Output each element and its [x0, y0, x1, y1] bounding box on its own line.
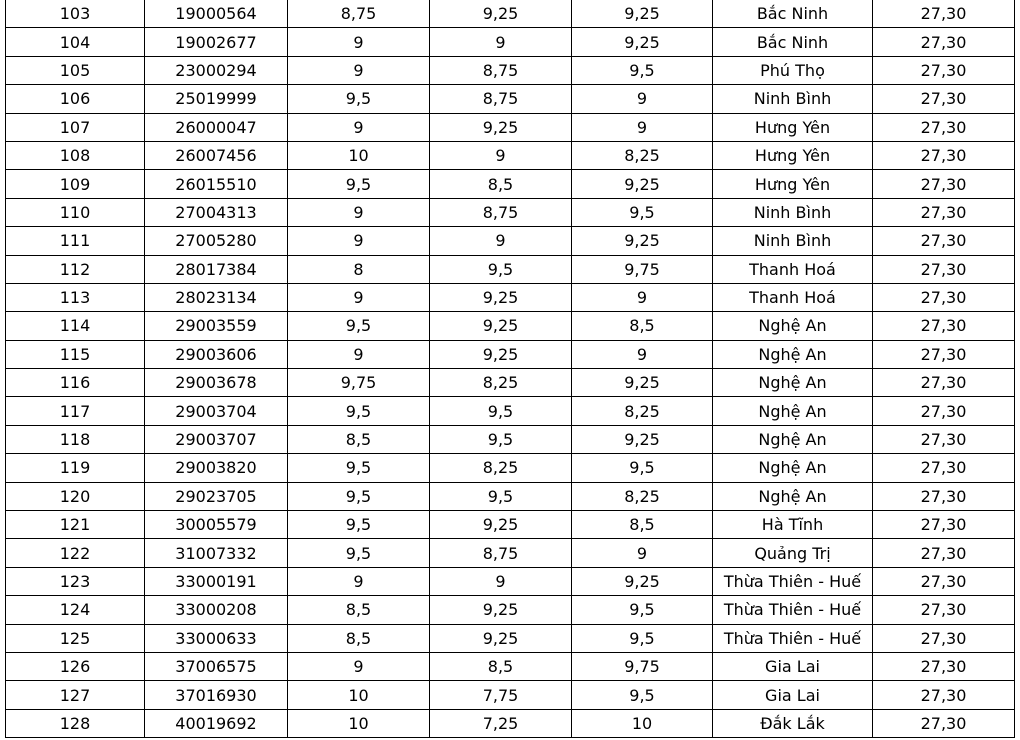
subject-3-score-cell: 9,25	[572, 369, 713, 397]
table-row	[6, 567, 1015, 595]
candidate-id-cell: 29023705	[145, 482, 288, 510]
rank-cell: 127	[6, 681, 145, 709]
subject-1-score-cell: 9	[288, 28, 430, 56]
subject-3-score-cell: 9	[572, 283, 713, 311]
candidate-id-cell: 26000047	[145, 113, 288, 141]
table-row	[6, 454, 1015, 482]
subject-1-score-cell: 8,5	[288, 425, 430, 453]
subject-3-score-cell: 9,25	[572, 170, 713, 198]
subject-3-score-cell: 9,75	[572, 255, 713, 283]
table-row	[6, 227, 1015, 255]
total-score-cell: 27,30	[873, 198, 1015, 226]
table-row	[6, 652, 1015, 680]
total-score-cell: 27,30	[873, 141, 1015, 169]
province-cell: Gia Lai	[713, 681, 873, 709]
candidate-id-cell: 26015510	[145, 170, 288, 198]
table-row	[6, 681, 1015, 709]
province-cell: Nghệ An	[713, 369, 873, 397]
province-cell: Bắc Ninh	[713, 0, 873, 28]
subject-2-score-cell: 7,75	[430, 681, 572, 709]
total-score-cell: 27,30	[873, 596, 1015, 624]
total-score-cell: 27,30	[873, 113, 1015, 141]
rank-cell: 111	[6, 227, 145, 255]
table-row	[6, 482, 1015, 510]
subject-2-score-cell: 8,75	[430, 539, 572, 567]
province-cell: Ninh Bình	[713, 227, 873, 255]
rank-cell: 107	[6, 113, 145, 141]
subject-1-score-cell: 9	[288, 652, 430, 680]
total-score-cell: 27,30	[873, 28, 1015, 56]
province-cell: Nghệ An	[713, 340, 873, 368]
table-row	[6, 85, 1015, 113]
total-score-cell: 27,30	[873, 454, 1015, 482]
province-cell: Thừa Thiên - Huế	[713, 624, 873, 652]
candidate-id-cell: 23000294	[145, 56, 288, 84]
province-cell: Thanh Hoá	[713, 255, 873, 283]
candidate-id-cell: 25019999	[145, 85, 288, 113]
total-score-cell: 27,30	[873, 227, 1015, 255]
total-score-cell: 27,30	[873, 56, 1015, 84]
table-row	[6, 709, 1015, 737]
subject-3-score-cell: 9,5	[572, 681, 713, 709]
rank-cell: 113	[6, 283, 145, 311]
subject-3-score-cell: 9	[572, 340, 713, 368]
table-row	[6, 511, 1015, 539]
candidate-id-cell: 29003704	[145, 397, 288, 425]
rank-cell: 118	[6, 425, 145, 453]
total-score-cell: 27,30	[873, 0, 1015, 28]
candidate-id-cell: 27004313	[145, 198, 288, 226]
candidate-id-cell: 37006575	[145, 652, 288, 680]
total-score-cell: 27,30	[873, 624, 1015, 652]
subject-3-score-cell: 8,5	[572, 511, 713, 539]
total-score-cell: 27,30	[873, 511, 1015, 539]
table-row	[6, 340, 1015, 368]
total-score-cell: 27,30	[873, 652, 1015, 680]
rank-cell: 110	[6, 198, 145, 226]
candidate-id-cell: 28017384	[145, 255, 288, 283]
subject-3-score-cell: 9,75	[572, 652, 713, 680]
subject-3-score-cell: 8,25	[572, 397, 713, 425]
table-row	[6, 170, 1015, 198]
results-table	[5, 0, 1015, 738]
total-score-cell: 27,30	[873, 369, 1015, 397]
table-row	[6, 539, 1015, 567]
subject-3-score-cell: 9	[572, 113, 713, 141]
rank-cell: 115	[6, 340, 145, 368]
rank-cell: 108	[6, 141, 145, 169]
province-cell: Ninh Bình	[713, 198, 873, 226]
total-score-cell: 27,30	[873, 255, 1015, 283]
total-score-cell: 27,30	[873, 340, 1015, 368]
total-score-cell: 27,30	[873, 85, 1015, 113]
subject-2-score-cell: 9	[430, 567, 572, 595]
province-cell: Quảng Trị	[713, 539, 873, 567]
rank-cell: 121	[6, 511, 145, 539]
candidate-id-cell: 29003678	[145, 369, 288, 397]
province-cell: Hưng Yên	[713, 170, 873, 198]
candidate-id-cell: 33000633	[145, 624, 288, 652]
subject-3-score-cell: 9,5	[572, 624, 713, 652]
subject-2-score-cell: 9	[430, 141, 572, 169]
subject-2-score-cell: 9,5	[430, 397, 572, 425]
subject-2-score-cell: 8,25	[430, 369, 572, 397]
candidate-id-cell: 33000208	[145, 596, 288, 624]
subject-1-score-cell: 9,5	[288, 511, 430, 539]
candidate-id-cell: 27005280	[145, 227, 288, 255]
province-cell: Thừa Thiên - Huế	[713, 567, 873, 595]
province-cell: Thừa Thiên - Huế	[713, 596, 873, 624]
rank-cell: 103	[6, 0, 145, 28]
subject-3-score-cell: 9,5	[572, 198, 713, 226]
total-score-cell: 27,30	[873, 170, 1015, 198]
province-cell: Thanh Hoá	[713, 283, 873, 311]
rank-cell: 120	[6, 482, 145, 510]
subject-1-score-cell: 9,5	[288, 397, 430, 425]
subject-1-score-cell: 8	[288, 255, 430, 283]
table-row	[6, 113, 1015, 141]
rank-cell: 104	[6, 28, 145, 56]
total-score-cell: 27,30	[873, 397, 1015, 425]
rank-cell: 116	[6, 369, 145, 397]
subject-1-score-cell: 9,5	[288, 85, 430, 113]
subject-1-score-cell: 8,5	[288, 624, 430, 652]
total-score-cell: 27,30	[873, 312, 1015, 340]
subject-2-score-cell: 9,25	[430, 312, 572, 340]
candidate-id-cell: 29003820	[145, 454, 288, 482]
subject-3-score-cell: 9,25	[572, 227, 713, 255]
subject-2-score-cell: 9,25	[430, 113, 572, 141]
province-cell: Phú Thọ	[713, 56, 873, 84]
total-score-cell: 27,30	[873, 709, 1015, 737]
subject-2-score-cell: 9	[430, 227, 572, 255]
subject-2-score-cell: 9,25	[430, 596, 572, 624]
table-row	[6, 56, 1015, 84]
subject-3-score-cell: 9,5	[572, 56, 713, 84]
province-cell: Nghệ An	[713, 397, 873, 425]
subject-1-score-cell: 9	[288, 283, 430, 311]
table-row	[6, 198, 1015, 226]
subject-1-score-cell: 9	[288, 567, 430, 595]
rank-cell: 123	[6, 567, 145, 595]
rank-cell: 125	[6, 624, 145, 652]
candidate-id-cell: 40019692	[145, 709, 288, 737]
candidate-id-cell: 29003707	[145, 425, 288, 453]
subject-3-score-cell: 8,5	[572, 312, 713, 340]
results-table-body	[6, 0, 1015, 738]
subject-1-score-cell: 9,5	[288, 454, 430, 482]
province-cell: Bắc Ninh	[713, 28, 873, 56]
table-row	[6, 624, 1015, 652]
subject-3-score-cell: 8,25	[572, 482, 713, 510]
candidate-id-cell: 19000564	[145, 0, 288, 28]
subject-1-score-cell: 10	[288, 141, 430, 169]
subject-1-score-cell: 8,5	[288, 596, 430, 624]
province-cell: Nghệ An	[713, 482, 873, 510]
total-score-cell: 27,30	[873, 539, 1015, 567]
table-row	[6, 141, 1015, 169]
subject-2-score-cell: 9	[430, 28, 572, 56]
candidate-id-cell: 29003606	[145, 340, 288, 368]
total-score-cell: 27,30	[873, 482, 1015, 510]
subject-2-score-cell: 8,25	[430, 454, 572, 482]
province-cell: Đắk Lắk	[713, 709, 873, 737]
subject-3-score-cell: 9	[572, 85, 713, 113]
subject-3-score-cell: 9,5	[572, 454, 713, 482]
table-row	[6, 369, 1015, 397]
subject-1-score-cell: 9,5	[288, 170, 430, 198]
candidate-id-cell: 28023134	[145, 283, 288, 311]
subject-1-score-cell: 9	[288, 56, 430, 84]
total-score-cell: 27,30	[873, 425, 1015, 453]
candidate-id-cell: 19002677	[145, 28, 288, 56]
subject-2-score-cell: 8,75	[430, 85, 572, 113]
rank-cell: 106	[6, 85, 145, 113]
subject-1-score-cell: 9,5	[288, 312, 430, 340]
candidate-id-cell: 30005579	[145, 511, 288, 539]
subject-1-score-cell: 9,75	[288, 369, 430, 397]
rank-cell: 119	[6, 454, 145, 482]
subject-2-score-cell: 9,25	[430, 511, 572, 539]
table-row	[6, 0, 1015, 28]
subject-2-score-cell: 9,5	[430, 482, 572, 510]
rank-cell: 114	[6, 312, 145, 340]
candidate-id-cell: 37016930	[145, 681, 288, 709]
subject-2-score-cell: 9,25	[430, 283, 572, 311]
table-row	[6, 283, 1015, 311]
subject-1-score-cell: 9	[288, 340, 430, 368]
subject-2-score-cell: 9,25	[430, 0, 572, 28]
candidate-id-cell: 29003559	[145, 312, 288, 340]
subject-2-score-cell: 8,5	[430, 652, 572, 680]
subject-1-score-cell: 10	[288, 681, 430, 709]
subject-1-score-cell: 9	[288, 198, 430, 226]
subject-2-score-cell: 7,25	[430, 709, 572, 737]
subject-2-score-cell: 9,5	[430, 425, 572, 453]
table-row	[6, 425, 1015, 453]
candidate-id-cell: 33000191	[145, 567, 288, 595]
subject-3-score-cell: 9,25	[572, 28, 713, 56]
subject-1-score-cell: 9	[288, 227, 430, 255]
subject-1-score-cell: 9,5	[288, 539, 430, 567]
rank-cell: 128	[6, 709, 145, 737]
table-row	[6, 312, 1015, 340]
table-row	[6, 397, 1015, 425]
subject-2-score-cell: 8,75	[430, 198, 572, 226]
subject-2-score-cell: 8,75	[430, 56, 572, 84]
subject-3-score-cell: 8,25	[572, 141, 713, 169]
province-cell: Gia Lai	[713, 652, 873, 680]
subject-1-score-cell: 10	[288, 709, 430, 737]
subject-2-score-cell: 9,25	[430, 624, 572, 652]
rank-cell: 112	[6, 255, 145, 283]
subject-1-score-cell: 8,75	[288, 0, 430, 28]
table-row	[6, 596, 1015, 624]
total-score-cell: 27,30	[873, 283, 1015, 311]
rank-cell: 122	[6, 539, 145, 567]
rank-cell: 126	[6, 652, 145, 680]
subject-3-score-cell: 9,25	[572, 567, 713, 595]
subject-3-score-cell: 9,5	[572, 596, 713, 624]
subject-2-score-cell: 9,25	[430, 340, 572, 368]
rank-cell: 124	[6, 596, 145, 624]
subject-1-score-cell: 9,5	[288, 482, 430, 510]
province-cell: Hưng Yên	[713, 113, 873, 141]
province-cell: Hà Tĩnh	[713, 511, 873, 539]
province-cell: Nghệ An	[713, 425, 873, 453]
subject-3-score-cell: 9,25	[572, 425, 713, 453]
province-cell: Hưng Yên	[713, 141, 873, 169]
table-row	[6, 28, 1015, 56]
subject-3-score-cell: 9	[572, 539, 713, 567]
province-cell: Nghệ An	[713, 454, 873, 482]
candidate-id-cell: 26007456	[145, 141, 288, 169]
subject-2-score-cell: 8,5	[430, 170, 572, 198]
rank-cell: 105	[6, 56, 145, 84]
table-row	[6, 255, 1015, 283]
candidate-id-cell: 31007332	[145, 539, 288, 567]
subject-2-score-cell: 9,5	[430, 255, 572, 283]
subject-1-score-cell: 9	[288, 113, 430, 141]
rank-cell: 117	[6, 397, 145, 425]
province-cell: Nghệ An	[713, 312, 873, 340]
subject-3-score-cell: 10	[572, 709, 713, 737]
province-cell: Ninh Bình	[713, 85, 873, 113]
subject-3-score-cell: 9,25	[572, 0, 713, 28]
total-score-cell: 27,30	[873, 681, 1015, 709]
rank-cell: 109	[6, 170, 145, 198]
total-score-cell: 27,30	[873, 567, 1015, 595]
